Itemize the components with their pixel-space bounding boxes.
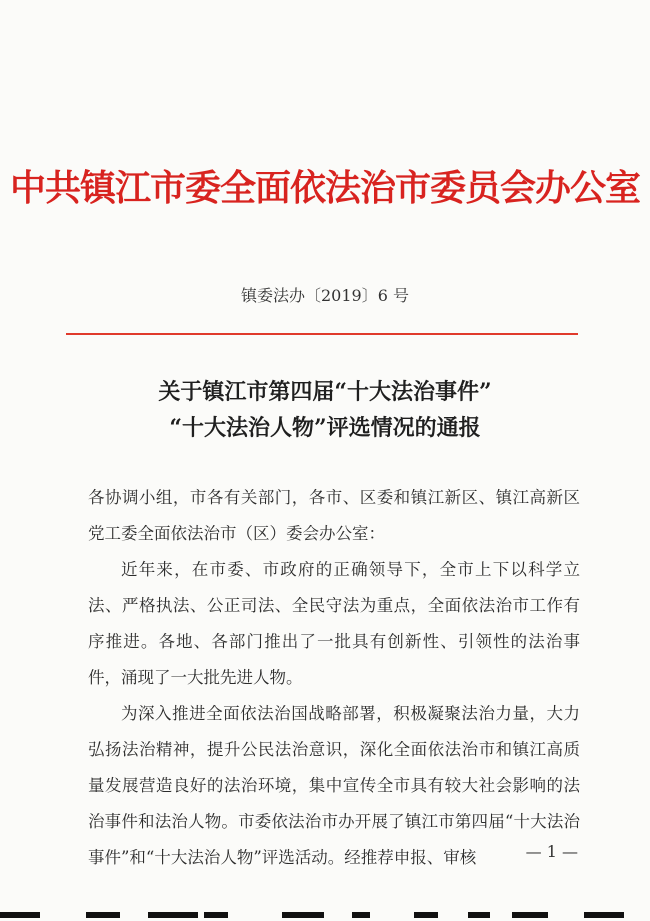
body-paragraph-1: 近年来，在市委、市政府的正确领导下，全市上下以科学立法、严格执法、公正司法、全民守法为重点，全面依法治市工作有序推进。各地、各部门推出了一批具有创新性、引领性的法治事件，涌现了一大批先进人物。 (88, 560, 580, 687)
scan-mark (0, 912, 40, 918)
scan-mark (282, 912, 324, 918)
scan-mark (414, 912, 438, 918)
red-separator-line (66, 333, 578, 335)
scan-mark (468, 912, 490, 918)
scan-edge-artifact (0, 906, 650, 921)
scan-mark (86, 912, 120, 918)
document-title (0, 374, 650, 446)
scan-mark (352, 912, 370, 918)
scan-mark (584, 912, 624, 918)
issuer-header: 中共镇江市委全面依法治市委员会办公室 (9, 167, 640, 209)
document-body (88, 480, 580, 876)
body-paragraph-2: 为深入推进全面依法治国战略部署，积极凝聚法治力量，大力弘扬法治精神，提升公民法治意识，深化全面依法治市和镇江高质量发展营造良好的法治环境，集中宣传全市具有较大社会影响的法治事件和法治人物。市委依法治市办开展了镇江市第四届“十大法治事件”和“十大法治人物”评选活动。经推荐申报、审核 (88, 704, 580, 867)
salutation: 各协调小组，市各有关部门，各市、区委和镇江新区、镇江高新区党工委全面依法治市（区）委会办公室： (88, 488, 580, 543)
title-line-2: “十大法治人物”评选情况的通报 (169, 415, 481, 441)
scan-mark (148, 912, 198, 918)
document-number: 镇委法办〔2019〕6 号 (241, 286, 409, 305)
scan-mark (512, 912, 548, 918)
title-line-1: 关于镇江市第四届“十大法治事件” (158, 379, 492, 405)
scan-mark (204, 912, 228, 918)
page-number: — 1 — (525, 842, 578, 861)
